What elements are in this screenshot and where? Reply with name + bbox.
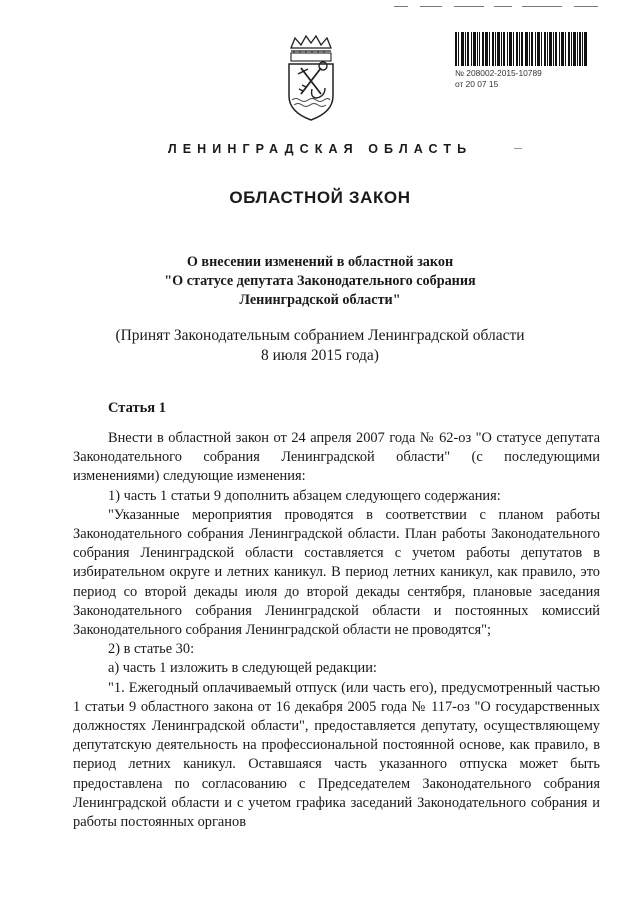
paragraph: а) часть 1 изложить в следующей редакции:	[108, 660, 377, 677]
registration-stamp	[455, 32, 587, 90]
law-title-line: Ленинградской области"	[239, 292, 401, 308]
adoption-note	[0, 326, 640, 366]
paragraph: "Указанные мероприятия проводятся в соответствии с планом работы Законодательного собрания Ленинградской области. План работы Законодательного собрания Ленинградской области составляется с учетом работы депутатов в избирательном округе и летних каникул. В период летних каникул, как правило, это период со второй декады июля до второй декады сентября, плановые заседания Законодательного собрания Ленинградской области и постоянных комиссий Законодательного собрания Ленинградской области не проводятся";	[73, 506, 600, 639]
scan-artifact-lines	[394, 6, 624, 10]
barcode-icon	[455, 32, 587, 66]
law-title-line: О внесении изменений в областной закон	[186, 254, 454, 270]
law-title	[0, 253, 640, 310]
registration-number: № 208002-2015-10789	[455, 68, 542, 78]
article-heading: Статья 1	[108, 400, 166, 416]
adoption-line: (Принят Законодательным собранием Ленинградской области	[115, 327, 525, 344]
document-type-heading: ОБЛАСТНОЙ ЗАКОН	[229, 188, 411, 207]
paragraph: 2) в статье 30:	[108, 641, 195, 658]
scan-artifact-mark	[514, 148, 522, 149]
paragraph: 1) часть 1 статьи 9 дополнить абзацем следующего содержания:	[108, 487, 501, 504]
paragraph: Внести в областной закон от 24 апреля 2007 года № 62-оз "О статусе депутата Законодательного собрания Ленинградской области" (с последующими изменениями) следующие изменения:	[73, 430, 600, 485]
law-title-line: "О статусе депутата Законодательного собрания	[164, 273, 476, 289]
paragraph: "1. Ежегодный оплачиваемый отпуск (или часть его), предусмотренный частью 1 статьи 9 областного закона от 16 декабря 2005 года № 117-оз "О государственных должностях Ленинградской области", предоставляется депутату, осуществляющему депутатскую деятельность на профессиональной постоянной основе, как правило, в период летних каникул. Оставшаяся часть указанного отпуска может быть предоставлена по согласованию с Председателем Законодательного собрания Ленинградской области и с учетом графика заседаний Законодательного собрания и работы постоянных органов	[73, 679, 600, 831]
region-heading: ЛЕНИНГРАДСКАЯ ОБЛАСТЬ	[167, 142, 473, 156]
article-body	[73, 427, 600, 832]
coat-of-arms-icon	[281, 34, 341, 124]
adoption-line: 8 июля 2015 года)	[261, 347, 379, 364]
registration-date: от 20 07 15	[455, 79, 499, 89]
